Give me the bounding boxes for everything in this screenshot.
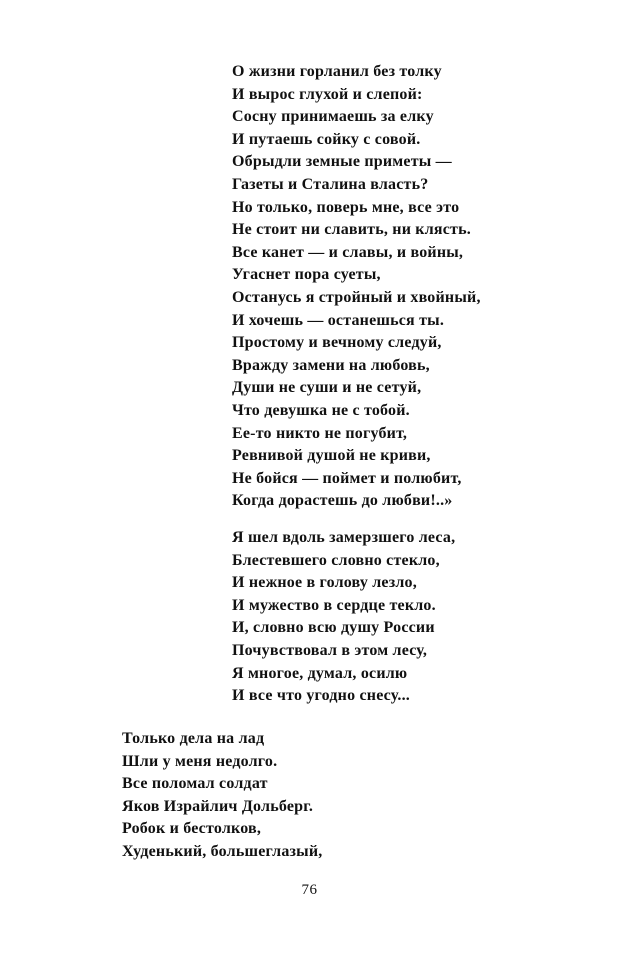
poem-line: Блестевшего словно стекло, (232, 551, 440, 569)
poem-line: Газеты и Сталина власть? (232, 175, 429, 193)
poem-line: Я многое, думал, осилю (232, 664, 408, 682)
poem-stanza-3 (122, 728, 322, 864)
poem-line: Ее-то никто не погубит, (232, 424, 408, 442)
poem-line: И все что угодно снесу... (232, 687, 410, 705)
poem-line: Робок и бестолков, (122, 820, 262, 838)
poem-line: Обрыдли земные приметы — (232, 153, 452, 171)
poem-line: И хочешь — останешься ты. (232, 311, 445, 329)
poem-line: Я шел вдоль замерзшего леса, (232, 529, 456, 546)
poem-stanza-2 (232, 527, 455, 708)
poem-line: Души не суши и не сетуй, (232, 379, 422, 397)
poem-line: Простому и вечному следуй, (232, 334, 442, 352)
poem-line: И путаешь сойку с совой. (232, 130, 421, 148)
poem-line: Вражду замени на любовь, (232, 356, 430, 374)
poem-line: Не стоит ни славить, ни клясть. (232, 221, 471, 239)
poem-line: Останусь я стройный и хвойный, (232, 288, 481, 306)
poem-line: Только дела на лад (122, 730, 265, 747)
poem-stanza-1 (232, 61, 481, 513)
poem-line: Худенький, большеглазый, (122, 842, 323, 860)
page-number: 76 (301, 882, 318, 898)
poem-line: И, словно всю душу России (232, 619, 435, 637)
poem-line: Не бойся — поймет и полюбит, (232, 469, 462, 487)
poem-line: Все канет — и славы, и войны, (232, 243, 464, 261)
poem-line: О жизни горланил без толку (232, 63, 442, 80)
poem-line: Почувствовал в этом лесу, (232, 641, 428, 659)
poem-line: Яков Израйлич Дольберг. (122, 797, 314, 815)
poem-line: Шли у меня недолго. (122, 752, 278, 770)
poem-line: И вырос глухой и слепой: (232, 85, 423, 103)
poem-line: Когда дорастешь до любви!..» (232, 492, 453, 510)
poem-line: Что девушка не с тобой. (232, 401, 410, 419)
poem-line: И нежное в голову лезло, (232, 574, 417, 592)
poem-line: И мужество в сердце текло. (232, 596, 436, 614)
poem-line: Все поломал солдат (122, 775, 268, 793)
poem-line: Сосну принимаешь за елку (232, 108, 434, 126)
poem-line: Угаснет пора суеты, (232, 266, 381, 284)
poem-line: Ревнивой душой не криви, (232, 447, 431, 465)
poem-line: Но только, поверь мне, все это (232, 198, 460, 216)
